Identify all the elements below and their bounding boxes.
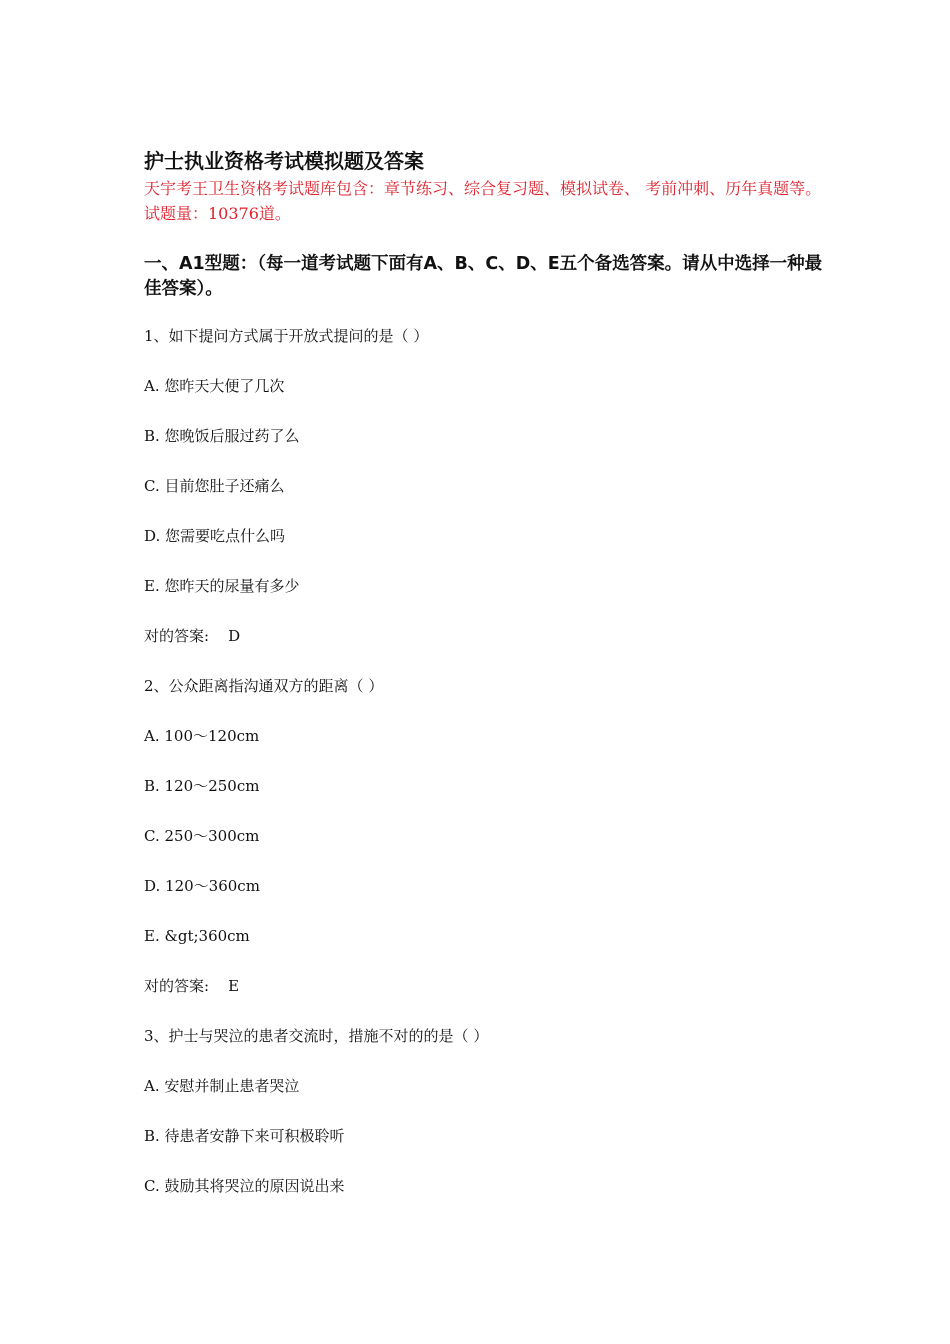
answer-2: 对的答案: E xyxy=(144,977,240,995)
option-3b: B. 待患者安静下来可积极聆听 xyxy=(144,1127,345,1145)
question-3: 3、护士与哭泣的患者交流时，措施不对的的是（ ） xyxy=(144,1027,489,1045)
section-heading: 一、A1型题：（每一道考试题下面有A、B、C、D、E五个备选答案。请从中选择一种最佳答案）。 xyxy=(144,254,823,299)
option-3c: C. 鼓励其将哭泣的原因说出来 xyxy=(144,1177,345,1195)
option-2d: D. 120～360cm xyxy=(144,877,260,895)
document-title: 护士执业资格考试模拟题及答案 xyxy=(144,149,424,173)
question-list xyxy=(144,326,824,1226)
option-2c: C. 250～300cm xyxy=(144,827,260,845)
option-2e: E. &gt;360cm xyxy=(144,927,250,945)
option-1c: C. 目前您肚子还痛么 xyxy=(144,477,285,495)
option-1e: E. 您昨天的尿量有多少 xyxy=(144,577,300,595)
option-3a: A. 安慰并制止患者哭泣 xyxy=(144,1077,300,1095)
option-1b: B. 您晚饭后服过药了么 xyxy=(144,427,300,445)
option-1a: A. 您昨天大便了几次 xyxy=(144,377,285,395)
option-2b: B. 120～250cm xyxy=(144,777,260,795)
answer-1: 对的答案: D xyxy=(144,627,241,645)
option-1d: D. 您需要吃点什么吗 xyxy=(144,527,286,545)
question-2: 2、公众距离指沟通双方的距离（ ） xyxy=(144,677,384,695)
question-1: 1、如下提问方式属于开放式提问的是（ ） xyxy=(144,327,429,345)
option-2a: A. 100～120cm xyxy=(144,727,260,745)
document-content xyxy=(144,146,824,1226)
intro-paragraph: 天宇考王卫生资格考试题库包含：章节练习、综合复习题、模拟试卷、 考前冲刺、历年真题等。试题量：10376道。 xyxy=(144,179,822,223)
